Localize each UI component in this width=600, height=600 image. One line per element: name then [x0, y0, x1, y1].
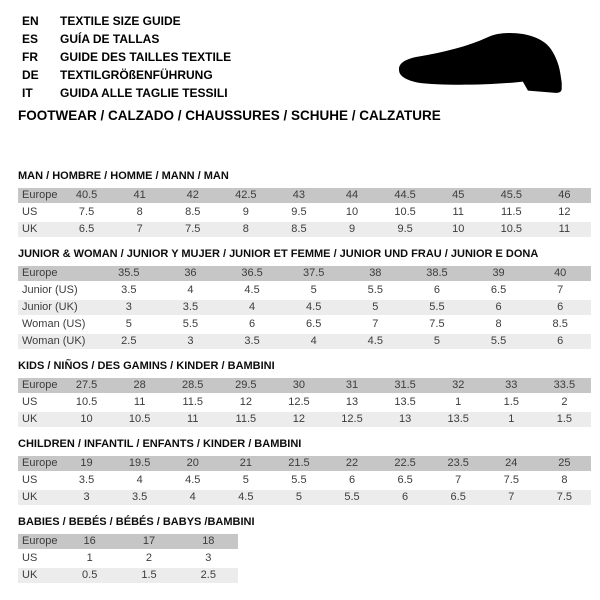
size-table-section: [18, 438, 591, 505]
language-label: GUÍA DE TALLAS: [60, 32, 160, 46]
table-row: [18, 334, 591, 349]
size-cell: 39: [492, 267, 505, 279]
language-label: GUIDE DES TAILLES TEXTILE: [60, 50, 232, 64]
size-cell: 45.5: [500, 189, 522, 201]
size-cell: 12.5: [288, 396, 310, 408]
row-label: Junior (US): [22, 284, 78, 296]
size-cell: 10.5: [75, 396, 98, 408]
size-cell: 2.5: [121, 335, 137, 347]
size-cell: 9.5: [397, 223, 413, 235]
size-cell: 3.5: [78, 474, 95, 486]
size-cell: 13: [345, 396, 359, 408]
size-cell: 6.5: [306, 318, 322, 330]
size-cell: 2: [561, 396, 568, 408]
table-row: [18, 490, 591, 505]
language-code: FR: [22, 50, 38, 64]
size-cell: 8: [495, 318, 502, 330]
size-cell: 7: [136, 223, 143, 235]
size-table-section: [18, 170, 591, 237]
size-cell: 2: [145, 552, 153, 564]
size-cell: 6.5: [490, 284, 507, 296]
size-cell: 20: [186, 457, 199, 469]
table-title: JUNIOR & WOMAN / JUNIOR Y MUJER / JUNIOR ET FEMME / JUNIOR UND FRAU / JUNIOR E DONA: [18, 248, 539, 260]
size-cell: 11: [187, 413, 199, 425]
size-cell: 6: [557, 301, 564, 313]
size-cell: 4: [136, 474, 143, 486]
size-cell: 12: [239, 396, 252, 408]
size-cell: 40: [554, 267, 567, 279]
size-cell: 27.5: [75, 379, 98, 391]
row-label: UK: [22, 569, 38, 581]
table-row: [18, 568, 238, 583]
size-cell: 13: [398, 413, 412, 425]
table-row: [18, 283, 591, 298]
size-cell: 42.5: [235, 189, 257, 201]
language-row: [22, 12, 231, 30]
size-cell: 12: [292, 413, 306, 425]
size-cell: 4.5: [238, 491, 254, 503]
row-label: US: [22, 552, 38, 564]
language-label: TEXTILGRÖßENFÜHRUNG: [60, 68, 213, 82]
size-cell: 13.5: [447, 413, 469, 425]
size-cell: 11: [558, 223, 571, 235]
size-cell: 1: [455, 396, 462, 408]
size-cell: 5.5: [490, 335, 507, 347]
size-cell: 7: [372, 318, 379, 330]
size-cell: 11: [452, 206, 464, 218]
size-cell: 6: [557, 335, 564, 347]
size-cell: 31: [345, 379, 359, 391]
row-label: Europe: [22, 535, 58, 547]
language-list: [22, 12, 231, 102]
size-cell: 45: [452, 189, 465, 201]
size-cell: 25: [558, 457, 571, 469]
size-cell: 17: [142, 535, 156, 547]
size-cell: 9.5: [291, 206, 307, 218]
size-cell: 33.5: [553, 379, 576, 391]
row-label: UK: [22, 413, 38, 425]
size-cell: 5: [242, 474, 249, 486]
category-title: FOOTWEAR / CALZADO / CHAUSSURES / SCHUHE / CALZATURE: [18, 108, 441, 123]
table-row: [18, 551, 238, 566]
language-code: DE: [22, 68, 39, 82]
size-cell: 18: [202, 535, 215, 547]
size-cell: 19.5: [128, 457, 151, 469]
table-row: [18, 300, 591, 315]
size-cell: 5: [295, 491, 302, 503]
size-cell: 11.5: [182, 396, 204, 408]
row-label: Europe: [22, 457, 58, 469]
size-cell: 43: [292, 189, 306, 201]
size-table: [18, 534, 238, 583]
row-label: Europe: [22, 267, 58, 279]
row-label: Woman (UK): [22, 335, 86, 347]
size-cell: 3: [187, 335, 194, 347]
size-cell: 4.5: [185, 474, 201, 486]
table-row: [18, 317, 591, 332]
size-cell: 6: [348, 474, 356, 486]
row-label: Europe: [22, 379, 58, 391]
size-cell: 30: [292, 379, 306, 391]
size-cell: 1: [86, 552, 93, 564]
size-cell: 0.5: [82, 569, 98, 581]
language-code: IT: [22, 86, 33, 100]
size-cell: 9: [348, 223, 356, 235]
size-cell: 10: [80, 413, 93, 425]
size-cell: 35.5: [118, 267, 140, 279]
size-cell: 5.5: [291, 474, 307, 486]
size-cell: 6.5: [450, 491, 466, 503]
size-cell: 4: [189, 491, 196, 503]
size-cell: 10.5: [394, 206, 416, 218]
size-table-section: [18, 516, 591, 583]
size-cell: 23.5: [447, 457, 469, 469]
size-cell: 9: [242, 206, 249, 218]
size-cell: 44.5: [394, 189, 416, 201]
size-cell: 5: [372, 301, 379, 313]
table-row: [18, 534, 238, 549]
size-cell: 7.5: [429, 318, 445, 330]
row-label: US: [22, 206, 38, 218]
table-title: CHILDREN / INFANTIL / ENFANTS / KINDER / BAMBINI: [18, 438, 302, 450]
size-cell: 4: [249, 301, 256, 313]
size-table: [18, 188, 591, 237]
size-cell: 3: [125, 301, 132, 313]
size-cell: 21: [239, 457, 252, 469]
size-cell: 33: [505, 379, 518, 391]
row-label: UK: [22, 491, 38, 503]
size-table: [18, 378, 591, 427]
table-row: [18, 395, 591, 410]
size-cell: 6: [495, 301, 502, 313]
language-row: [22, 30, 231, 48]
size-cell: 7.5: [78, 206, 95, 218]
size-cell: 1.5: [503, 396, 519, 408]
size-cell: 42: [186, 189, 199, 201]
size-cell: 5.5: [182, 318, 199, 330]
size-cell: 24: [505, 457, 518, 469]
size-cell: 44: [345, 189, 359, 201]
size-cell: 13.5: [394, 396, 416, 408]
size-cell: 3: [83, 491, 90, 503]
size-cell: 8.5: [185, 206, 201, 218]
size-cell: 7: [557, 284, 564, 296]
table-row: [18, 222, 591, 237]
table-title: KIDS / NIÑOS / DES GAMINS / KINDER / BAMBINI: [18, 360, 275, 372]
row-label: Junior (UK): [22, 301, 78, 313]
size-cell: 7: [455, 474, 462, 486]
table-title: MAN / HOMBRE / HOMME / MANN / MAN: [18, 170, 229, 182]
size-cell: 5.5: [367, 284, 383, 296]
size-cell: 41: [133, 189, 146, 201]
size-cell: 22: [345, 457, 359, 469]
size-cell: 5: [125, 318, 132, 330]
size-cell: 7: [508, 491, 515, 503]
language-row: [22, 84, 231, 102]
size-cell: 36.5: [241, 267, 263, 279]
size-cell: 3.5: [121, 284, 137, 296]
size-cell: 3.5: [131, 491, 148, 503]
size-cell: 10: [345, 206, 359, 218]
size-cell: 8: [242, 223, 249, 235]
size-cell: 6.5: [78, 223, 95, 235]
size-cell: 10.5: [128, 413, 151, 425]
row-label: Europe: [22, 189, 58, 201]
size-cell: 32: [452, 379, 465, 391]
size-cell: 10: [452, 223, 465, 235]
size-cell: 4: [310, 335, 317, 347]
size-cell: 5: [310, 284, 317, 296]
size-cell: 36: [184, 267, 197, 279]
size-cell: 8.5: [291, 223, 307, 235]
size-table-section: [18, 248, 591, 349]
dress-shoe-icon: [396, 33, 574, 94]
size-cell: 8: [136, 206, 143, 218]
size-cell: 38: [369, 267, 382, 279]
size-cell: 7.5: [503, 474, 519, 486]
size-cell: 5.5: [344, 491, 360, 503]
size-table-section: [18, 360, 591, 427]
size-cell: 12.5: [341, 413, 363, 425]
size-cell: 10.5: [500, 223, 522, 235]
size-cell: 38.5: [426, 267, 448, 279]
table-row: [18, 266, 591, 281]
size-cell: 28: [133, 379, 146, 391]
size-cell: 7.5: [556, 491, 573, 503]
size-cell: 31.5: [394, 379, 416, 391]
size-cell: 37.5: [302, 267, 325, 279]
size-cell: 6: [433, 284, 440, 296]
table-title: BABIES / BEBÉS / BÉBÉS / BABYS /BAMBINI: [18, 516, 255, 528]
row-label: Woman (US): [22, 318, 86, 330]
size-cell: 3.5: [244, 335, 260, 347]
size-cell: 1.5: [556, 413, 573, 425]
language-code: EN: [22, 14, 39, 28]
language-row: [22, 48, 231, 66]
language-label: GUIDA ALLE TAGLIE TESSILI: [60, 86, 228, 100]
size-cell: 1.5: [141, 569, 157, 581]
size-cell: 6.5: [397, 474, 413, 486]
size-cell: 6: [249, 318, 256, 330]
size-cell: 12: [558, 206, 571, 218]
size-cell: 3: [205, 552, 212, 564]
size-cell: 4.5: [306, 301, 322, 313]
size-tables: [18, 170, 591, 585]
size-cell: 8.5: [552, 318, 568, 330]
table-row: [18, 205, 591, 220]
size-cell: 40.5: [75, 189, 98, 201]
size-cell: 2.5: [200, 569, 216, 581]
size-cell: 19: [80, 457, 93, 469]
size-cell: 4.5: [244, 284, 260, 296]
size-cell: 11.5: [501, 206, 522, 218]
size-table: [18, 266, 591, 349]
size-cell: 1: [508, 413, 515, 425]
size-cell: 4: [187, 284, 194, 296]
size-cell: 16: [83, 535, 96, 547]
row-label: UK: [22, 223, 38, 235]
size-cell: 11.5: [235, 413, 257, 425]
size-cell: 28.5: [182, 379, 204, 391]
size-cell: 21.5: [288, 457, 310, 469]
size-cell: 5.5: [429, 301, 445, 313]
size-cell: 22.5: [394, 457, 416, 469]
size-cell: 8: [561, 474, 568, 486]
size-cell: 5: [433, 335, 440, 347]
size-cell: 11: [133, 396, 146, 408]
table-row: [18, 378, 591, 393]
row-label: US: [22, 474, 38, 486]
table-row: [18, 473, 591, 488]
row-label: US: [22, 396, 38, 408]
table-row: [18, 188, 591, 203]
size-cell: 7.5: [185, 223, 201, 235]
size-table: [18, 456, 591, 505]
size-cell: 3.5: [182, 301, 199, 313]
language-row: [22, 66, 231, 84]
size-cell: 46: [558, 189, 571, 201]
language-code: ES: [22, 32, 39, 46]
size-cell: 29.5: [235, 379, 257, 391]
size-cell: 4.5: [367, 335, 383, 347]
language-label: TEXTILE SIZE GUIDE: [60, 14, 181, 28]
table-row: [18, 412, 591, 427]
table-row: [18, 456, 591, 471]
size-cell: 6: [402, 491, 409, 503]
